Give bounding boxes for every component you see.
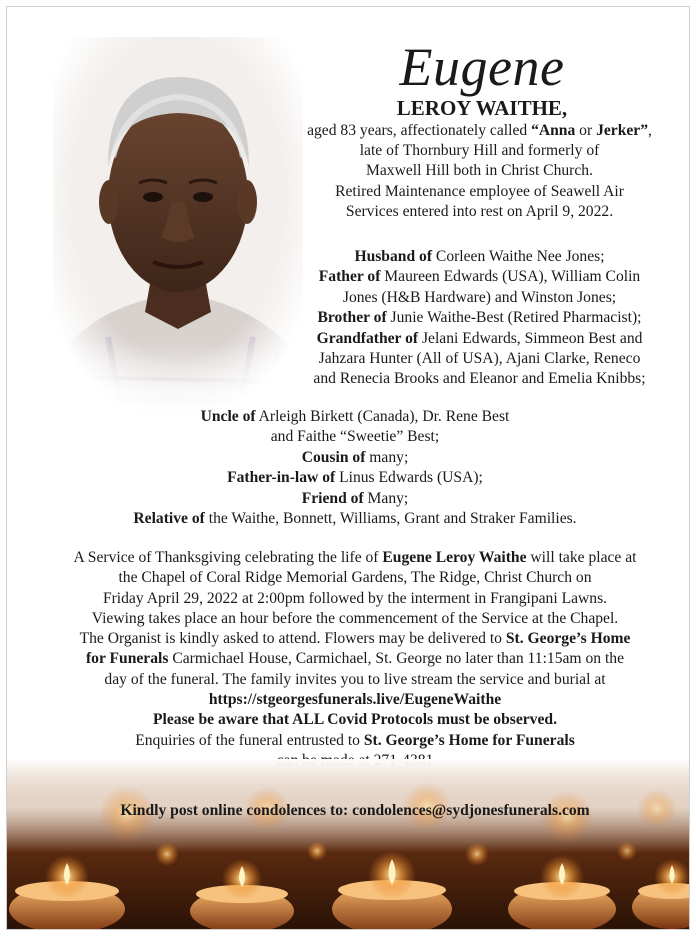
livestream-link[interactable]: https://stgeorgesfunerals.live/EugeneWaithe: [208, 691, 502, 709]
family-line-cousin: [27, 448, 683, 468]
intro-line: Retired Maintenance employee of Seawell Air: [335, 182, 624, 200]
nickname: Jerker”: [596, 122, 649, 139]
service-line: [27, 548, 683, 568]
relation-text: Many;: [363, 489, 409, 507]
intro-paragraph: [277, 121, 682, 222]
relation-label: Cousin of: [301, 448, 366, 466]
family-line-grandfather: [277, 329, 682, 349]
relation-label: Father of: [318, 268, 381, 286]
family-line-brother: [277, 308, 682, 328]
relation-text: Corleen Waithe Nee Jones;: [432, 248, 605, 265]
relation-text: many;: [365, 448, 409, 466]
intro-line: Maxwell Hill both in Christ Church.: [366, 162, 593, 180]
funeral-home-name: St. George’s Home: [505, 630, 631, 648]
service-line: the Chapel of Coral Ridge Memorial Gardens, The Ridge, Christ Church on: [118, 569, 592, 587]
relation-label: Uncle of: [200, 408, 256, 425]
covid-notice: Please be aware that ALL Covid Protocols must be observed.: [153, 711, 557, 729]
obituary-notice: [6, 6, 690, 930]
relation-label: Grandfather of: [316, 329, 419, 347]
funeral-home-name: for Funerals: [85, 650, 169, 668]
relation-text: Arleigh Birkett (Canada), Dr. Rene Best: [255, 408, 510, 425]
family-line-grandfather-cont: and Renecia Brooks and Eleanor and Emelia Knibbs;: [313, 370, 646, 388]
intro-text: aged 83 years, affectionately called: [307, 122, 532, 139]
intro-line: Services entered into rest on April 9, 2022.: [345, 202, 614, 220]
relation-label: Husband of: [354, 248, 433, 265]
relation-label: Father-in-law of: [227, 469, 336, 487]
portrait-photo: [53, 37, 303, 417]
service-line: Viewing takes place an hour before the commencement of the Service at the Chapel.: [91, 609, 619, 627]
service-details: [27, 548, 683, 771]
family-list-right: [277, 247, 682, 390]
family-line-grandfather-cont: Jahzara Hunter (All of USA), Ajani Clarke, Reneco: [318, 350, 641, 368]
deceased-name-inline: Eugene Leroy Waithe: [382, 549, 527, 566]
condolences-email[interactable]: Kindly post online condolences to: condolences@sydjonesfunerals.com: [120, 802, 590, 819]
service-text: A Service of Thanksgiving celebrating the life of: [73, 549, 383, 566]
family-line-husband: [277, 247, 682, 267]
relation-label: Friend of: [301, 489, 364, 507]
candles-image: [7, 759, 690, 929]
service-line: [27, 649, 683, 669]
funeral-home-name: St. George’s Home for Funerals: [363, 731, 575, 749]
service-text: will take place at: [526, 549, 637, 566]
relation-label: Brother of: [317, 309, 387, 327]
service-text: The Organist is kindly asked to attend. Flowers may be delivered to: [79, 630, 506, 648]
service-text: Carmichael House, Carmichael, St. George no later than 11:15am on the: [168, 650, 624, 668]
family-line-father-cont: Jones (H&B Hardware) and Winston Jones;: [342, 288, 617, 306]
family-line-friend: [27, 489, 683, 509]
intro-line: [277, 121, 682, 141]
relation-text: Junie Waithe-Best (Retired Pharmacist);: [386, 309, 642, 327]
relation-text: Maureen Edwards (USA), William Colin: [380, 268, 641, 286]
relation-text: Jelani Edwards, Simmeon Best and: [418, 329, 643, 347]
relation-text: the Waithe, Bonnett, Williams, Grant and Straker Families.: [204, 510, 577, 528]
service-line: Friday April 29, 2022 at 2:00pm followed by the interment in Frangipani Lawns.: [102, 589, 608, 607]
family-line-uncle-cont: and Faithe “Sweetie” Best;: [270, 428, 440, 446]
service-text: Enquiries of the funeral entrusted to: [135, 731, 364, 749]
nickname: “Anna: [531, 122, 576, 139]
intro-line: late of Thornbury Hill and formerly of: [359, 142, 600, 160]
service-line: [27, 629, 683, 649]
family-list-full: [27, 407, 683, 529]
relation-text: Linus Edwards (USA);: [335, 469, 483, 487]
intro-text: or: [575, 122, 597, 139]
deceased-first-name: Eugene: [399, 37, 565, 97]
family-line-uncle: [27, 407, 683, 427]
deceased-full-name: LEROY WAITHE,: [396, 96, 568, 120]
intro-text: ,: [648, 122, 652, 139]
relation-label: Relative of: [133, 510, 205, 528]
family-line-father-in-law: [27, 468, 683, 488]
service-line: day of the funeral. The family invites you to live stream the service and burial at: [104, 670, 606, 688]
service-line: [27, 731, 683, 751]
family-line-relative: [27, 509, 683, 529]
family-line-father: [277, 267, 682, 287]
